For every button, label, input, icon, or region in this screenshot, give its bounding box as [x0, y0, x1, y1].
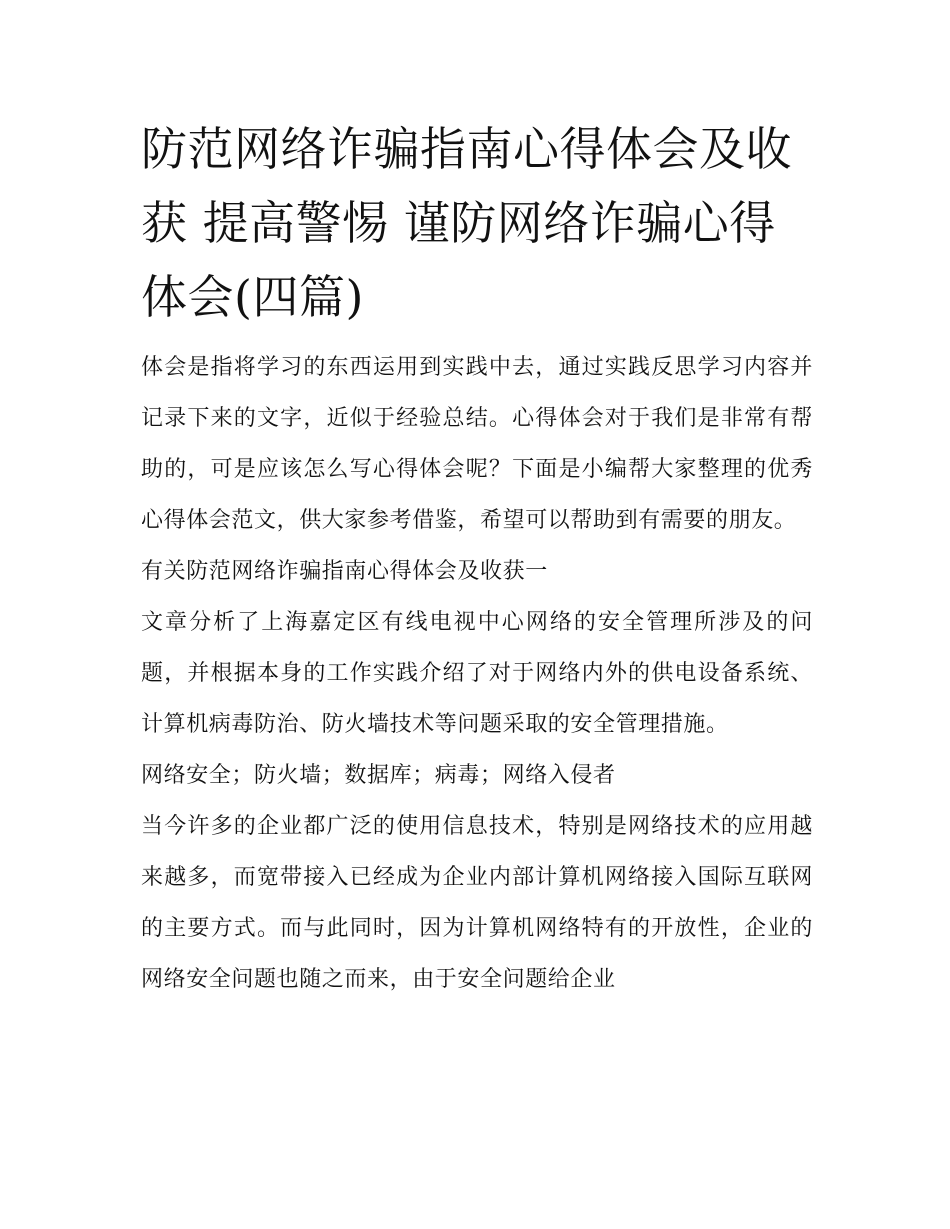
keywords-line: 网络安全；防火墙；数据库；病毒；网络入侵者 — [141, 763, 616, 788]
document-title: 防范网络诈骗指南心得体会及收获 提高警惕 谨防网络诈骗心得体会(四篇) — [141, 122, 792, 324]
abstract-paragraph: 文章分析了上海嘉定区有线电视中心网络的安全管理所涉及的问题，并根据本身的工作实践介绍了对于网络内外的供电设备系统、计算机病毒防治、防火墙技术等问题采取的安全管理措施。 — [141, 610, 813, 737]
intro-paragraph: 体会是指将学习的东西运用到实践中去，通过实践反思学习内容并记录下来的文字，近似于经验总结。心得体会对于我们是非常有帮助的，可是应该怎么写心得体会呢？下面是小编帮大家整理的优秀心得体会范文，供大家参考借鉴，希望可以帮助到有需要的朋友。 — [141, 355, 813, 533]
section-heading: 有关防范网络诈骗指南心得体会及收获一 — [141, 559, 548, 584]
body-paragraph: 当今许多的企业都广泛的使用信息技术，特别是网络技术的应用越来越多，而宽带接入已经成为企业内部计算机网络接入国际互联网的主要方式。而与此同时，因为计算机网络特有的开放性，企业的网络安全问题也随之而来，由于安全问题给企业 — [141, 814, 813, 992]
document-content — [141, 112, 813, 1005]
